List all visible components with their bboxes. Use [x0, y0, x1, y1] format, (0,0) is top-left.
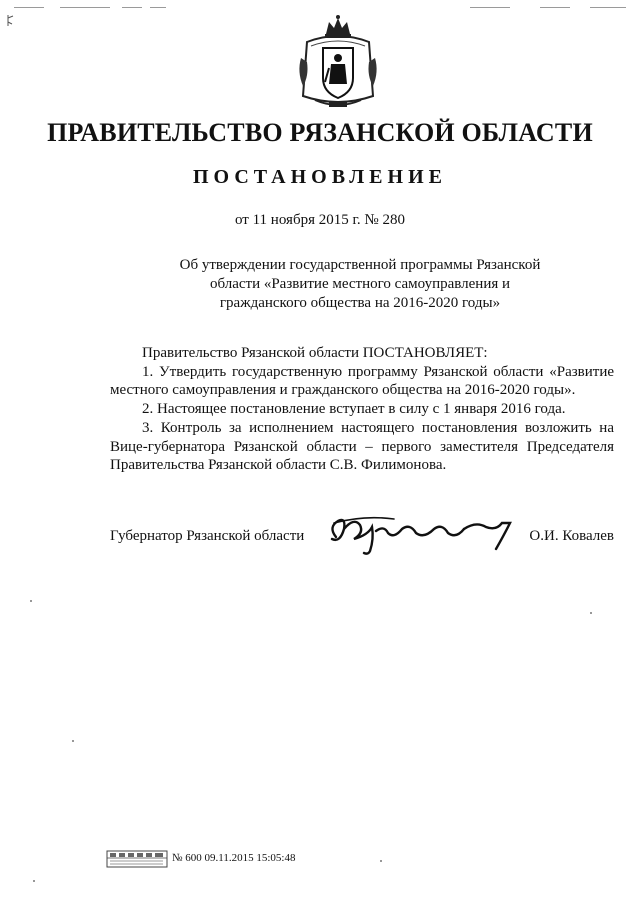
body-paragraph-preamble: Правительство Рязанской области ПОСТАНОВЛЯЕТ:: [142, 345, 488, 361]
document-subject: [160, 256, 560, 313]
document-registration-stamp-icon: [106, 848, 168, 870]
government-title: ПРАВИТЕЛЬСТВО РЯЗАНСКОЙ ОБЛАСТИ: [47, 118, 593, 147]
scan-artifact: [14, 7, 44, 8]
body-paragraph-item-3: 3. Контроль за исполнением настоящего постановления возложить на Вице-губернатора Рязанской области – первого заместителя Председателя Правительства Рязанской области С.В. Филимонова.: [110, 419, 614, 474]
body-paragraph-item-2: 2. Настоящее постановление вступает в силу с 1 января 2016 года.: [142, 401, 566, 418]
scan-artifact: [590, 7, 626, 8]
subject-line: Об утверждении государственной программы Рязанской: [179, 257, 541, 273]
registration-number: № 600 09.11.2015 15:05:48: [172, 852, 296, 864]
body-paragraph-item-1: 1. Утвердить государственную программу Рязанской области «Развитие местного самоуправления и гражданского общества на 2016-2020 годы».: [110, 363, 614, 399]
document-date-number: от 11 ноября 2015 г. № 280: [235, 212, 405, 228]
document-body: [110, 344, 614, 475]
scan-artifact: [150, 7, 166, 8]
scan-artifact: [122, 7, 142, 8]
scan-artifact: [470, 7, 510, 8]
corner-mark-icon: [6, 14, 16, 28]
scan-speck: [590, 612, 592, 614]
scan-speck: [30, 600, 32, 602]
scan-artifact: [540, 7, 570, 8]
document-type: ПОСТАНОВЛЕНИЕ: [193, 166, 447, 188]
signature-block: [110, 523, 614, 553]
subject-line: гражданского общества на 2016-2020 годы»: [219, 295, 501, 311]
scan-artifact: [60, 7, 110, 8]
handwritten-signature-icon: [324, 509, 520, 557]
scan-speck: [33, 880, 35, 882]
ryazan-coat-of-arms-icon: [293, 12, 383, 112]
scan-speck: [380, 860, 382, 862]
signatory-name: О.И. Ковалев: [529, 528, 614, 544]
scan-speck: [72, 740, 74, 742]
subject-line: области «Развитие местного самоуправления и: [209, 276, 511, 292]
signatory-position: Губернатор Рязанской области: [110, 528, 305, 544]
